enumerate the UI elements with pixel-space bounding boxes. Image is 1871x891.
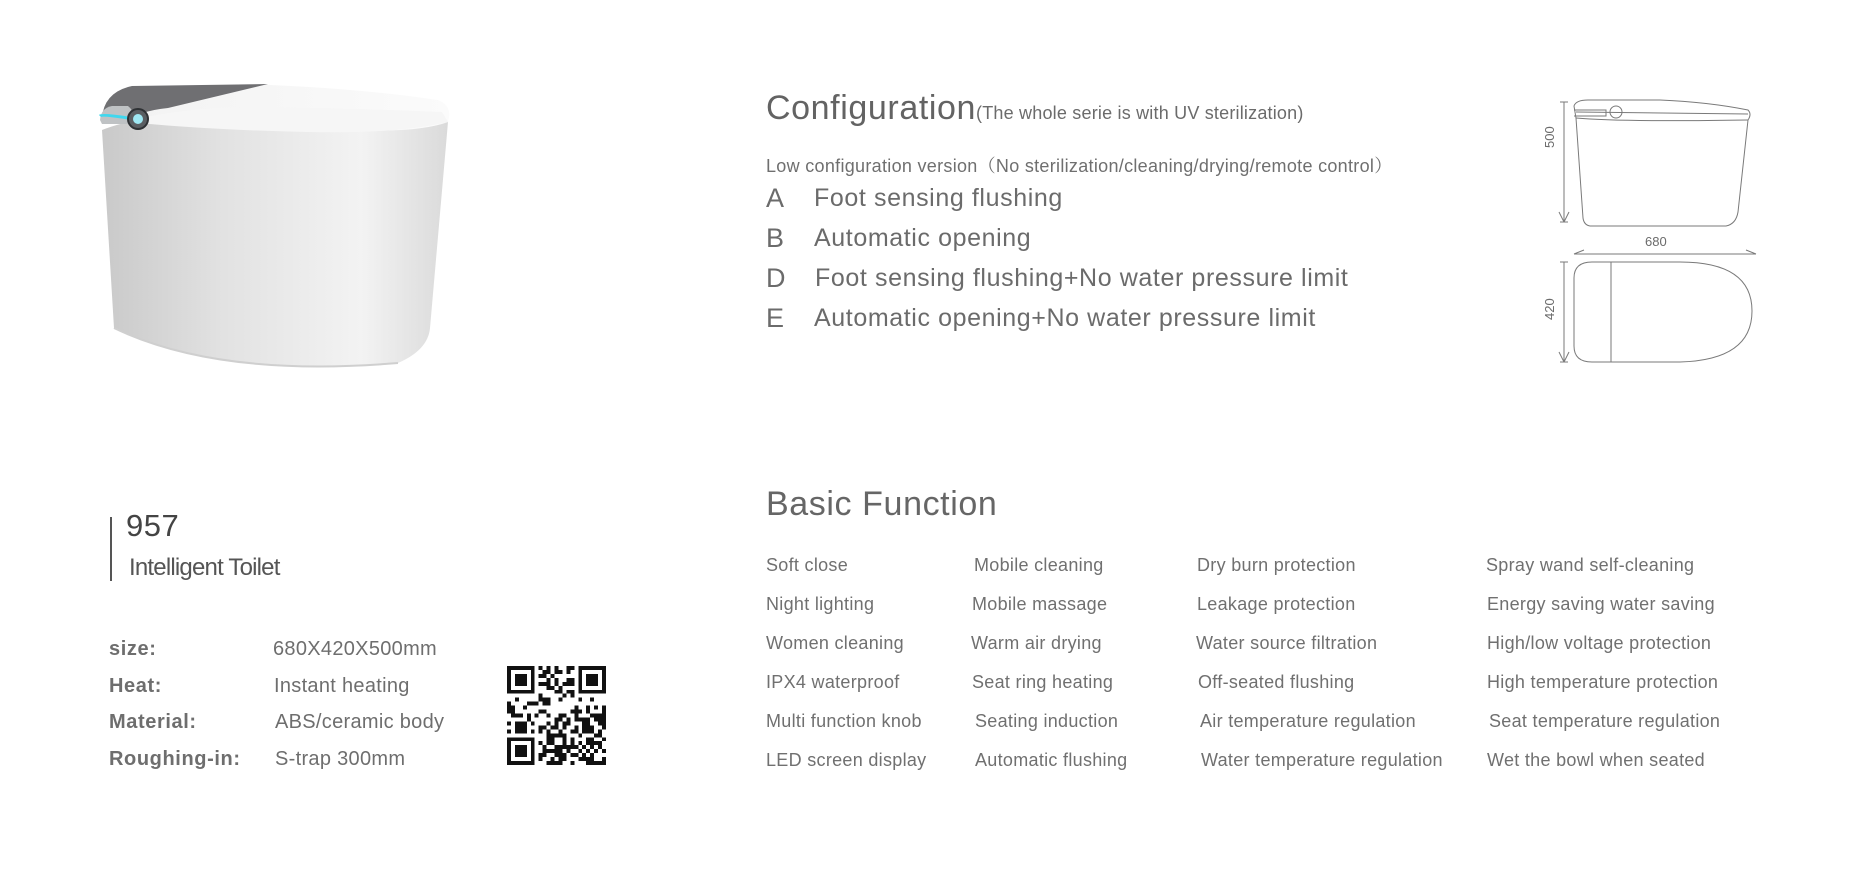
option-letter-b: B: [766, 223, 785, 253]
function-item: Seat temperature regulation: [1489, 711, 1721, 731]
option-letter-e: E: [766, 303, 785, 333]
function-item: High temperature protection: [1487, 672, 1719, 692]
function-item: Seat ring heating: [972, 672, 1114, 692]
spec-value-roughing-in: S-trap 300mm: [275, 748, 406, 770]
option-text-e: Automatic opening+No water pressure limit: [814, 304, 1316, 332]
function-item: LED screen display: [766, 750, 927, 770]
dimension-length: 680: [1645, 234, 1667, 249]
option-text-b: Automatic opening: [814, 224, 1032, 252]
dimension-width: 420: [1542, 298, 1557, 320]
function-item: Women cleaning: [766, 633, 904, 653]
option-text-d: Foot sensing flushing+No water pressure limit: [815, 264, 1349, 292]
function-item: Wet the bowl when seated: [1487, 750, 1705, 770]
configuration-heading: Configuration: [766, 89, 977, 127]
function-item: Mobile cleaning: [974, 555, 1104, 575]
function-item: Night lighting: [766, 594, 875, 614]
spec-label-material: Material:: [109, 711, 197, 733]
function-item: IPX4 waterproof: [766, 672, 900, 692]
function-item: Soft close: [766, 555, 849, 575]
spec-label-heat: Heat:: [109, 675, 163, 697]
function-item: Leakage protection: [1197, 594, 1356, 614]
function-item: Spray wand self-cleaning: [1486, 555, 1695, 575]
model-divider: [110, 517, 112, 581]
option-letter-a: A: [766, 183, 785, 213]
spec-label-roughing-in: Roughing-in:: [109, 748, 241, 770]
spec-label-size: size:: [109, 638, 157, 660]
configuration-subtitle: Low configuration version（No sterilization/cleaning/drying/remote control）: [766, 156, 1393, 176]
function-item: High/low voltage protection: [1487, 633, 1712, 653]
function-item: Mobile massage: [972, 594, 1108, 614]
spec-value-heat: Instant heating: [274, 675, 410, 697]
toilet-photo-icon: [98, 78, 456, 378]
option-letter-d: D: [766, 263, 786, 293]
spec-value-size: 680X420X500mm: [273, 638, 438, 660]
function-item: Warm air drying: [971, 633, 1102, 653]
model-number: 957: [126, 508, 180, 543]
function-item: Water temperature regulation: [1201, 750, 1443, 770]
qr-code-icon: [507, 666, 606, 765]
configuration-note: (The whole serie is with UV sterilization): [976, 103, 1304, 123]
function-item: Seating induction: [975, 711, 1119, 731]
function-item: Water source filtration: [1196, 633, 1378, 653]
basic-function-title: Basic Function: [766, 485, 998, 523]
function-item: Dry burn protection: [1197, 555, 1356, 575]
function-item: Off-seated flushing: [1198, 672, 1355, 692]
model-name: Intelligent Toilet: [129, 554, 280, 581]
function-item: Energy saving water saving: [1487, 594, 1715, 614]
dimension-height: 500: [1542, 126, 1557, 148]
function-item: Air temperature regulation: [1200, 711, 1416, 731]
configuration-title: [766, 89, 1304, 128]
spec-value-material: ABS/ceramic body: [275, 711, 445, 733]
function-item: Multi function knob: [766, 711, 922, 731]
option-text-a: Foot sensing flushing: [814, 184, 1063, 212]
function-item: Automatic flushing: [975, 750, 1128, 770]
